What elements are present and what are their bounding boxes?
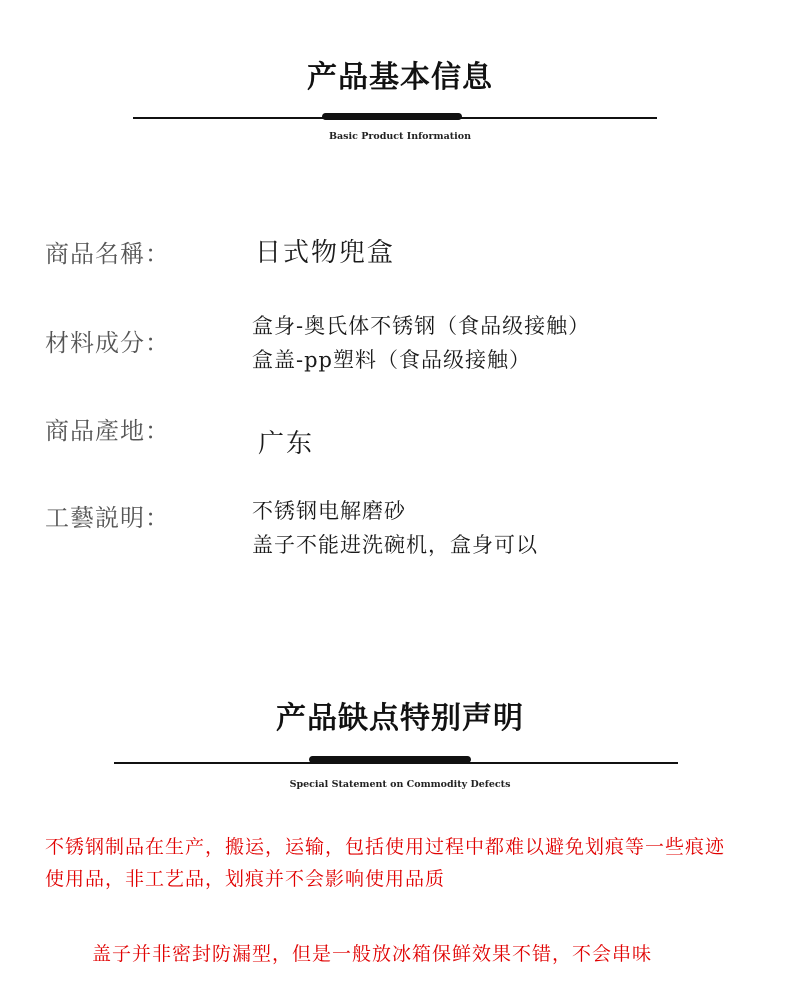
craft-line-1: 不锈钢电解磨砂 [252,499,406,523]
material-value [252,309,590,377]
divider-accent [309,756,471,763]
product-name-label: 商品名稱： [45,240,170,268]
lid-seal-note: 盖子并非密封防漏型，但是一般放冰箱保鲜效果不错，不会串味 [92,943,653,965]
product-name-value: 日式物兜盒 [255,238,396,268]
defect-statement [45,831,725,895]
craft-value [252,494,538,562]
craft-label: 工藝説明： [45,504,170,532]
origin-value: 广东 [258,429,315,459]
material-label: 材料成分： [45,329,170,357]
section-title-basic-info: 产品基本信息 [307,60,493,95]
defect-statement-line-1: 不锈钢制品在生产，搬运，运输，包括使用过程中都难以避免划痕等一些痕迹 [45,836,726,858]
defect-statement-line-2: 使用品，非工艺品，划痕并不会影响使用品质 [45,868,446,890]
material-line-1: 盒身-奥氏体不锈钢（食品级接触） [252,314,591,338]
craft-line-2: 盖子不能进洗碗机，盒身可以 [252,533,538,557]
origin-label: 商品產地： [45,417,170,445]
material-line-2: 盒盖-pp塑料（食品级接触） [252,348,531,372]
section-title-defects: 产品缺点特别声明 [276,701,524,736]
section-subtitle-defects: Special Statement on Commodity Defects [289,779,511,790]
section-subtitle-basic-info: Basic Product Information [329,131,471,142]
divider-accent [322,113,462,120]
